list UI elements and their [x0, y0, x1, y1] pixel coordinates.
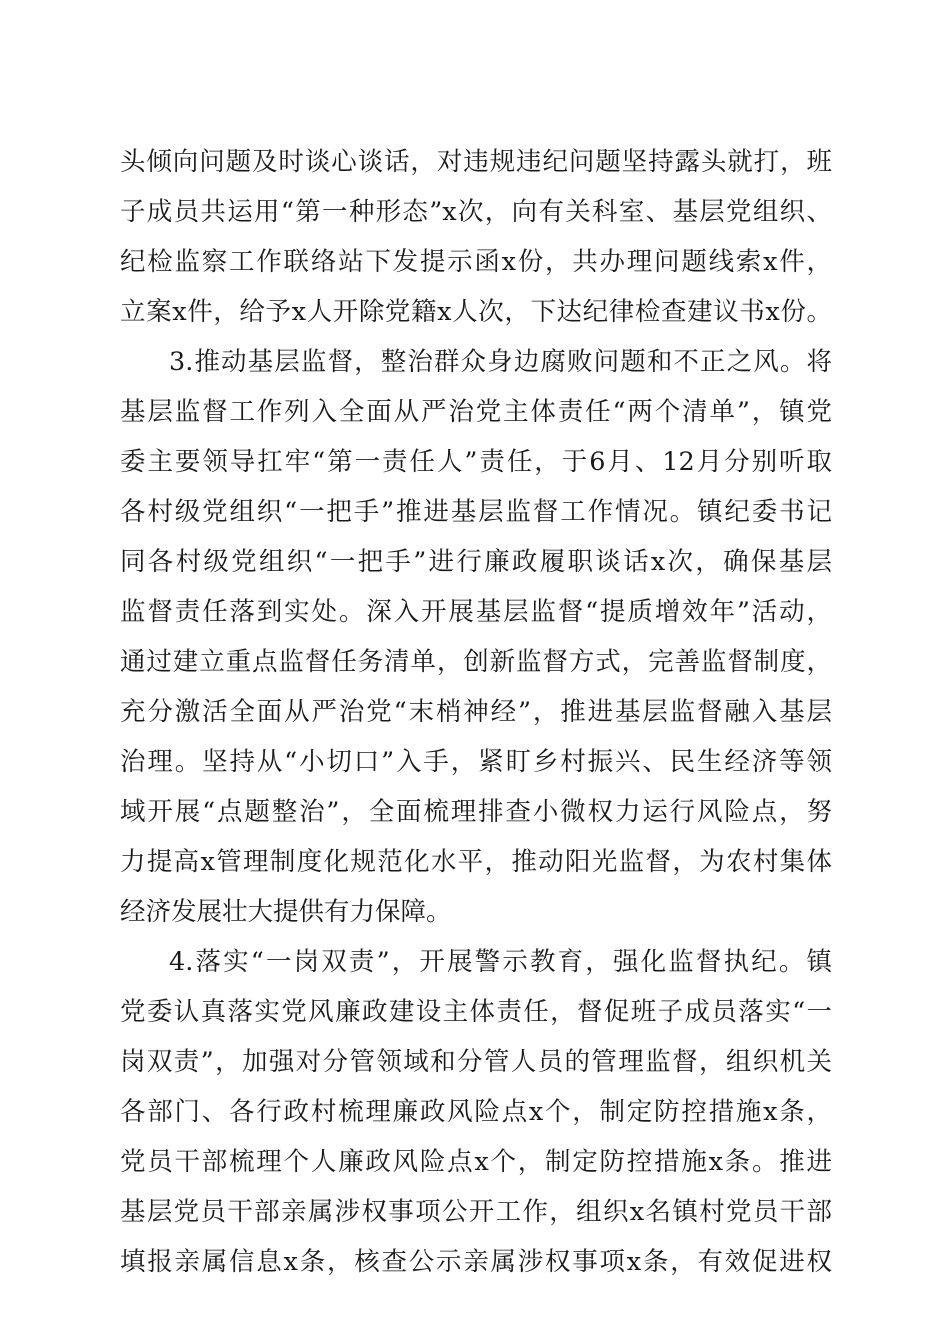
text-line: 治理。坚持从“小切口”入手，紧盯乡村振兴、民生经济等领	[120, 747, 832, 777]
paragraph-heading-4: 4.落实“一岗双责”，开展警示教育，强化监督执纪。镇	[169, 947, 832, 977]
paragraph-heading-3: 3.推动基层监督，整治群众身边腐败问题和不正之风。将	[169, 347, 832, 377]
text-line: 立案x件，给予x人开除党籍x人次，下达纪律检查建议书x份。	[120, 297, 832, 327]
text-line: 基层党员干部亲属涉权事项公开工作，组织x名镇村党员干部	[120, 1197, 832, 1227]
text-line: 各部门、各行政村梳理廉政风险点x个，制定防控措施x条，	[120, 1097, 832, 1127]
text-line: 通过建立重点监督任务清单，创新监督方式，完善监督制度，	[120, 647, 832, 677]
text-line: 同各村级党组织“一把手”进行廉政履职谈话x次，确保基层	[120, 547, 832, 577]
text-line: 党委认真落实党风廉政建设主体责任，督促班子成员落实“一	[120, 997, 832, 1027]
text-line: 党员干部梳理个人廉政风险点x个，制定防控措施x条。推进	[120, 1147, 832, 1177]
text-line: 基层监督工作列入全面从严治党主体责任“两个清单”，镇党	[120, 397, 832, 427]
text-line: 各村级党组织“一把手”推进基层监督工作情况。镇纪委书记	[120, 497, 832, 527]
text-line: 域开展“点题整治”，全面梳理排查小微权力运行风险点，努	[120, 797, 832, 827]
text-line: 纪检监察工作联络站下发提示函x份，共办理问题线索x件，	[120, 247, 832, 277]
text-line: 子成员共运用“第一种形态”x次，向有关科室、基层党组织、	[120, 197, 832, 227]
text-line: 监督责任落到实处。深入开展基层监督“提质增效年”活动，	[120, 597, 832, 627]
text-line: 填报亲属信息x条，核查公示亲属涉权事项x条，有效促进权	[120, 1247, 832, 1277]
text-line: 委主要领导扛牢“第一责任人”责任，于6月、12月分别听取	[120, 447, 832, 477]
text-line: 岗双责”，加强对分管领域和分管人员的管理监督，组织机关	[120, 1047, 832, 1077]
text-line: 经济发展壮大提供有力保障。	[120, 897, 452, 927]
text-line: 充分激活全面从严治党“末梢神经”，推进基层监督融入基层	[120, 697, 832, 727]
text-line: 头倾向问题及时谈心谈话，对违规违纪问题坚持露头就打，班	[120, 147, 832, 177]
text-line: 力提高x管理制度化规范化水平，推动阳光监督，为农村集体	[120, 847, 832, 877]
